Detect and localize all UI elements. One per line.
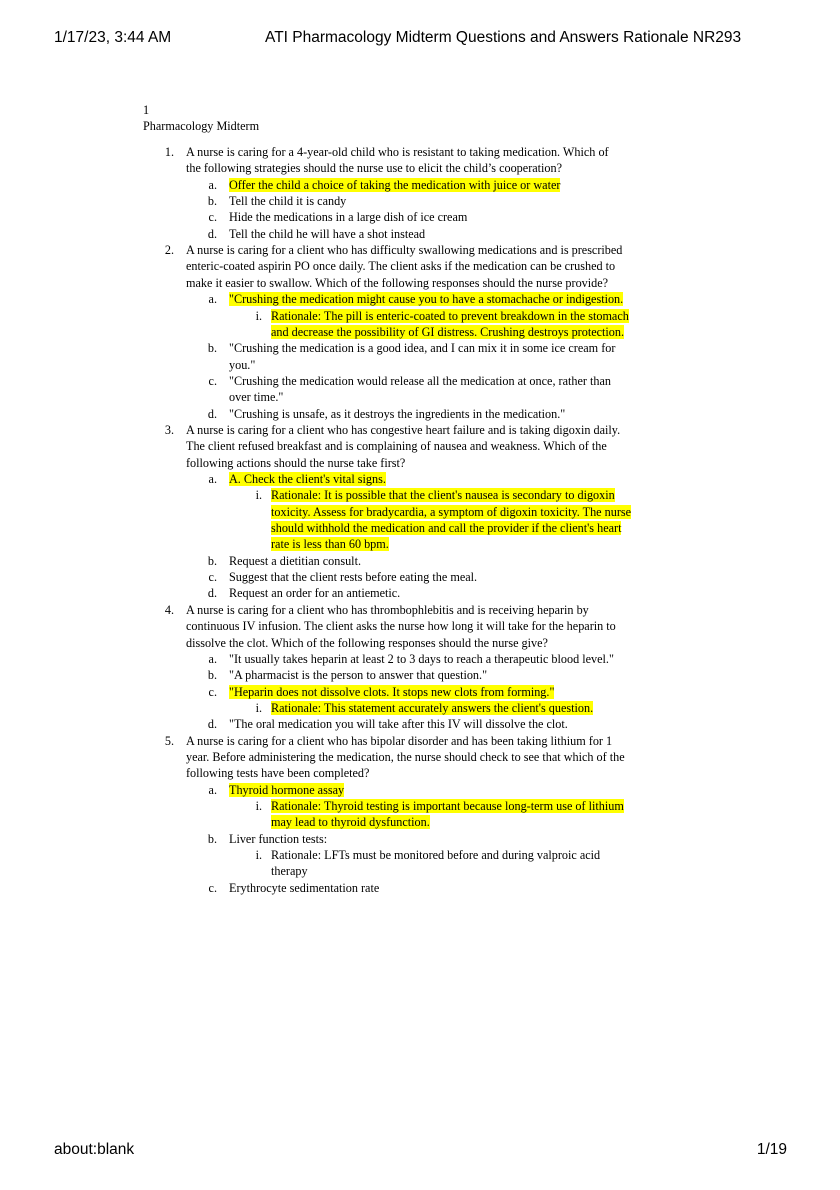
question-text-line <box>186 765 369 781</box>
question-text-line <box>186 635 548 651</box>
answer-option-line-text: "The oral medication you will take after this IV will dissolve the clot. <box>229 717 568 732</box>
answer-option-line-text: Request an order for an antiemetic. <box>229 586 401 601</box>
answer-option-line-text: Liver function tests: <box>229 831 328 846</box>
question-number: 5. <box>164 733 174 748</box>
answer-option-line <box>229 373 611 389</box>
rationale-line <box>271 324 624 340</box>
question-text-line <box>186 438 607 454</box>
answer-option-line-text: Hide the medications in a large dish of ice cream <box>229 210 468 225</box>
question-text-line <box>186 749 625 765</box>
option-letter: b. <box>207 341 217 356</box>
answer-option-line-text: Offer the child a choice of taking the medication with juice or water <box>229 177 561 192</box>
question-text-line-text: make it easier to swallow. Which of the following responses should the nurse provide? <box>186 275 609 290</box>
question-number: 2. <box>164 243 174 258</box>
rationale-line <box>271 487 615 503</box>
answer-option-line-text: "Crushing the medication might cause you to have a stomachache or indigestion. <box>229 292 624 307</box>
question-text-line <box>186 144 609 160</box>
rationale-line-text: may lead to thyroid dysfunction. <box>271 815 430 830</box>
rationale-line <box>271 504 631 520</box>
option-letter: c. <box>208 570 217 585</box>
question-text-line-text: The client refused breakfast and is complaining of nausea and weakness. Which of the <box>186 439 607 454</box>
answer-option-line <box>229 209 467 225</box>
rationale-line-text: therapy <box>271 864 308 879</box>
question-text-line-text: A nurse is caring for a 4-year-old child who is resistant to taking medication. Which of <box>186 145 609 159</box>
rationale-line <box>271 308 629 324</box>
answer-option-line-text: "Crushing the medication is a good idea, and I can mix it in some ice cream for <box>229 341 616 356</box>
rationale-line-text: should withhold the medication and call the provider if the client's heart <box>271 521 622 536</box>
answer-option-line <box>229 340 615 356</box>
question-number: 4. <box>164 602 174 617</box>
answer-option-line <box>229 389 283 405</box>
option-letter: a. <box>208 177 217 192</box>
option-letter: d. <box>207 406 217 421</box>
option-letter: d. <box>207 226 217 241</box>
answer-option-line <box>229 406 565 422</box>
rationale-numeral: i. <box>255 308 262 323</box>
answer-option-line-text: over time." <box>229 390 284 405</box>
question-text-line <box>186 258 615 274</box>
option-letter: a. <box>208 782 217 797</box>
question-text-line <box>186 618 616 634</box>
option-letter: d. <box>207 586 217 601</box>
answer-option-line <box>229 684 554 700</box>
question-text-line-text: following actions should the nurse take first? <box>186 455 406 470</box>
option-letter: c. <box>208 373 217 388</box>
answer-option-line-text: "Crushing is unsafe, as it destroys the ingredients in the medication." <box>229 406 566 421</box>
question-text-line-text: enteric-coated aspirin PO once daily. The client asks if the medication can be crushed to <box>186 259 616 274</box>
question-text-line-text: the following strategies should the nurse use to elicit the child’s cooperation? <box>186 161 563 176</box>
answer-option-line <box>229 782 344 798</box>
question-text-line-text: A nurse is caring for a client who has bipolar disorder and has been taking lithium for 1 <box>186 733 613 748</box>
rationale-line <box>271 798 624 814</box>
answer-option-line-text: Tell the child he will have a shot instead <box>229 226 426 241</box>
answer-option-line <box>229 471 386 487</box>
answer-option-line-text: "It usually takes heparin at least 2 to 3 days to reach a therapeutic blood level." <box>229 651 614 666</box>
answer-option-line <box>229 667 487 683</box>
question-text-line <box>186 160 562 176</box>
print-header-date: 1/17/23, 3:44 AM <box>54 29 172 46</box>
question-text-line <box>186 422 620 438</box>
answer-option-line <box>229 569 477 585</box>
question-text-line-text: dissolve the clot. Which of the following responses should the nurse give? <box>186 635 548 650</box>
rationale-line <box>271 520 621 536</box>
rationale-line-text: Rationale: Thyroid testing is important because long-term use of lithium <box>271 799 624 813</box>
option-letter: c. <box>208 880 217 895</box>
print-footer-page: 1/19 <box>756 1141 787 1158</box>
option-letter: b. <box>207 553 217 568</box>
answer-option-line-text: you." <box>229 357 256 372</box>
question-text-line-text: following tests have been completed? <box>186 766 370 781</box>
answer-option-line-text: "A pharmacist is the person to answer that question." <box>229 668 488 683</box>
rationale-line <box>271 700 593 716</box>
option-letter: c. <box>208 684 217 699</box>
question-text-line-text: A nurse is caring for a client who has congestive heart failure and is taking digoxin daily. <box>186 422 621 437</box>
rationale-line <box>271 863 308 879</box>
question-text-line <box>186 733 612 749</box>
answer-option-line <box>229 585 400 601</box>
rationale-numeral: i. <box>255 700 262 715</box>
question-text-line <box>186 242 622 258</box>
question-text-line <box>186 602 589 618</box>
option-letter: b. <box>207 194 217 209</box>
answer-option-line <box>229 831 327 847</box>
rationale-numeral: i. <box>255 799 262 813</box>
rationale-numeral: i. <box>255 848 262 863</box>
answer-option-line-text: Erythrocyte sedimentation rate <box>229 880 380 895</box>
option-letter: a. <box>208 651 217 666</box>
answer-option-line <box>229 716 568 732</box>
answer-option-line-text: Suggest that the client rests before eating the meal. <box>229 570 478 585</box>
answer-option-line <box>229 553 361 569</box>
rationale-line-text: rate is less than 60 bpm. <box>271 537 389 552</box>
answer-option-line-text: "Heparin does not dissolve clots. It stops new clots from forming." <box>229 684 555 699</box>
answer-option-line <box>229 177 560 193</box>
answer-option-line <box>229 226 425 242</box>
answer-option-line-text: Tell the child it is candy <box>229 194 347 209</box>
rationale-line-text: and decrease the possibility of GI distress. Crushing destroys protection. <box>271 324 625 339</box>
print-footer-url: about:blank <box>54 1141 135 1158</box>
rationale-numeral: i. <box>255 488 262 503</box>
option-letter: b. <box>207 831 217 846</box>
answer-option-line-text: Request a dietitian consult. <box>229 553 362 568</box>
answer-option-line <box>229 193 346 209</box>
answer-option-line-text: Thyroid hormone assay <box>229 782 345 797</box>
rationale-line-text: Rationale: The pill is enteric-coated to prevent breakdown in the stomach <box>271 308 629 323</box>
question-number: 1. <box>164 145 174 159</box>
rationale-line <box>271 847 600 863</box>
question-text-line-text: year. Before administering the medication, the nurse should check to see that which of the <box>186 749 625 764</box>
rationale-line-text: toxicity. Assess for bradycardia, a symptom of digoxin toxicity. The nurse <box>271 504 632 519</box>
answer-option-line <box>229 357 255 373</box>
question-number: 3. <box>164 422 174 437</box>
option-letter: c. <box>208 210 217 225</box>
question-text-line-text: A nurse is caring for a client who has difficulty swallowing medications and is prescribed <box>186 243 623 258</box>
print-header-title: ATI Pharmacology Midterm Questions and Answers Rationale NR293 <box>265 29 742 46</box>
rationale-line-text: Rationale: This statement accurately answers the client's question. <box>271 700 594 715</box>
answer-option-line <box>229 880 379 896</box>
rationale-line <box>271 814 430 830</box>
rationale-line <box>271 536 389 552</box>
question-text-line <box>186 455 405 471</box>
rationale-line-text: Rationale: LFTs must be monitored before and during valproic acid <box>271 848 601 863</box>
question-text-line-text: continuous IV infusion. The client asks the nurse how long it will take for the heparin to <box>186 619 616 634</box>
option-letter: b. <box>207 668 217 683</box>
question-text-line-text: A nurse is caring for a client who has thrombophlebitis and is receiving heparin by <box>186 602 589 617</box>
answer-option-line-text: "Crushing the medication would release all the medication at once, rather than <box>229 373 611 388</box>
page-number: 1 <box>143 103 150 117</box>
option-letter: d. <box>207 717 217 732</box>
answer-option-line <box>229 291 623 307</box>
option-letter: a. <box>208 292 217 307</box>
option-letter: a. <box>208 472 217 486</box>
answer-option-line <box>229 651 614 667</box>
rationale-line-text: Rationale: It is possible that the client's nausea is secondary to digoxin <box>271 488 615 503</box>
answer-option-line-text: A. Check the client's vital signs. <box>229 472 386 486</box>
question-text-line <box>186 275 608 291</box>
document-heading: Pharmacology Midterm <box>143 119 260 133</box>
